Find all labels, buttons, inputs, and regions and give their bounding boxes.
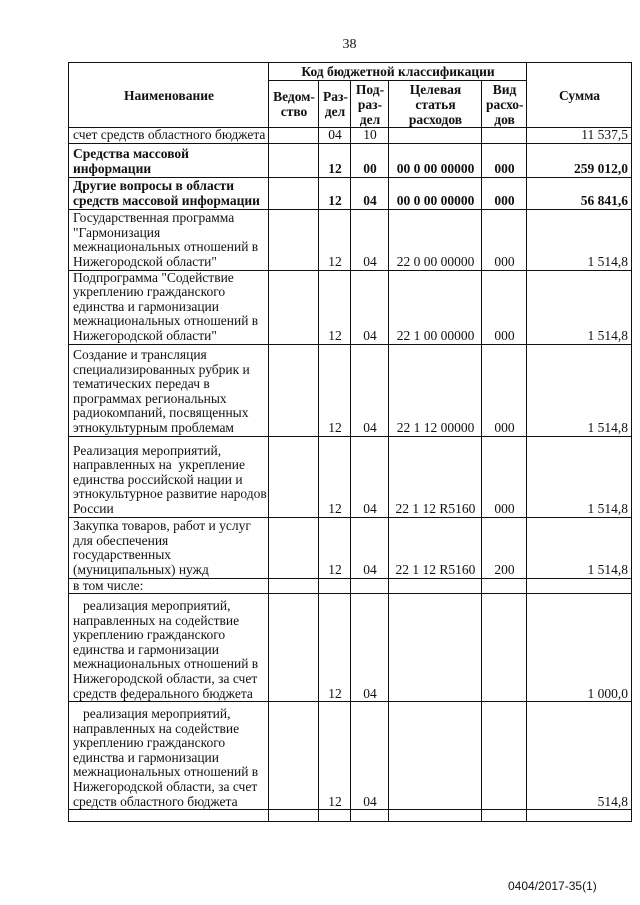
cell-amount: 1 514,8: [527, 270, 632, 344]
cell-amount: 11 537,5: [527, 128, 632, 144]
cell-subsection: 04: [351, 270, 389, 344]
cell-department: [269, 143, 319, 177]
cell-name: Подпрограмма "Содействие укреплению гражданского единства и гармонизации межнациональных отношений в Нижегородской области": [69, 270, 269, 344]
cell-expense-type: 200: [482, 517, 527, 578]
cell-section: 12: [319, 209, 351, 270]
cell-name: Средства массовой информации: [69, 143, 269, 177]
header-amount: Сумма: [527, 63, 632, 128]
cell-subsection: [351, 810, 389, 822]
cell-subsection: 04: [351, 702, 389, 810]
table-row: [69, 177, 632, 209]
cell-subsection: 04: [351, 209, 389, 270]
table-header: [69, 63, 632, 128]
cell-section: 12: [319, 177, 351, 209]
header-name: Наименование: [69, 63, 269, 128]
cell-name: Другие вопросы в области средств массовой информации: [69, 177, 269, 209]
cell-name: Реализация мероприятий, направленных на укрепление единства российской нации и этнокультурное развитие народов России: [69, 436, 269, 517]
cell-subsection: 04: [351, 594, 389, 702]
header-department: Ведом- ство: [269, 81, 319, 128]
table-row: [69, 209, 632, 270]
header-row-top: [69, 63, 632, 81]
cell-section: [319, 578, 351, 594]
table-row: [69, 594, 632, 702]
cell-department: [269, 270, 319, 344]
cell-amount: 1 000,0: [527, 594, 632, 702]
table-row: [69, 517, 632, 578]
cell-name: Закупка товаров, работ и услуг для обеспечения государственных (муниципальных) нужд: [69, 517, 269, 578]
cell-target: [389, 128, 482, 144]
cell-name: реализация мероприятий, направленных на содействие укреплению гражданского единства и гармонизации межнациональных отношений в Нижегородской области, за счет средств областного бюджета: [69, 702, 269, 810]
cell-expense-type: 000: [482, 270, 527, 344]
cell-subsection: 04: [351, 177, 389, 209]
cell-amount: [527, 578, 632, 594]
cell-section: 12: [319, 594, 351, 702]
cell-department: [269, 436, 319, 517]
cell-expense-type: 000: [482, 177, 527, 209]
cell-section: 12: [319, 344, 351, 436]
table-row: [69, 578, 632, 594]
cell-expense-type: 000: [482, 436, 527, 517]
cell-amount: 1 514,8: [527, 517, 632, 578]
cell-section: 12: [319, 702, 351, 810]
cell-amount: 514,8: [527, 702, 632, 810]
cell-amount: 259 012,0: [527, 143, 632, 177]
header-section: Раз- дел: [319, 81, 351, 128]
cell-department: [269, 578, 319, 594]
cell-expense-type: [482, 810, 527, 822]
table-row-empty: [69, 810, 632, 822]
cell-subsection: 10: [351, 128, 389, 144]
cell-section: 04: [319, 128, 351, 144]
table-row: [69, 344, 632, 436]
header-expense-type: Вид расхо- дов: [482, 81, 527, 128]
cell-expense-type: 000: [482, 143, 527, 177]
cell-name: в том числе:: [69, 578, 269, 594]
header-target: Целевая статья расходов: [389, 81, 482, 128]
cell-section: 12: [319, 517, 351, 578]
cell-section: 12: [319, 436, 351, 517]
document-code: 0404/2017-35(1): [508, 879, 597, 893]
cell-target: [389, 810, 482, 822]
cell-name: счет средств областного бюджета: [69, 128, 269, 144]
cell-target: 22 0 00 00000: [389, 209, 482, 270]
table-row: [69, 270, 632, 344]
cell-section: 12: [319, 270, 351, 344]
cell-department: [269, 128, 319, 144]
cell-subsection: 04: [351, 517, 389, 578]
cell-amount: 56 841,6: [527, 177, 632, 209]
cell-target: [389, 578, 482, 594]
cell-target: 22 1 12 R5160: [389, 436, 482, 517]
cell-subsection: [351, 578, 389, 594]
table-row: [69, 128, 632, 144]
cell-name: реализация мероприятий, направленных на содействие укреплению гражданского единства и гармонизации межнациональных отношений в Нижегородской области, за счет средств федерального бюджета: [69, 594, 269, 702]
cell-target: [389, 594, 482, 702]
cell-amount: 1 514,8: [527, 344, 632, 436]
cell-target: 00 0 00 00000: [389, 143, 482, 177]
cell-name: Создание и трансляция специализированных рубрик и тематических передач в программах региональных радиокомпаний, посвященных этнокультурным проблемам: [69, 344, 269, 436]
cell-department: [269, 177, 319, 209]
table-body: [69, 128, 632, 822]
cell-target: [389, 702, 482, 810]
header-subsection: Под- раз- дел: [351, 81, 389, 128]
page-number: 38: [342, 37, 357, 52]
cell-amount: 1 514,8: [527, 436, 632, 517]
cell-expense-type: 000: [482, 344, 527, 436]
cell-name: Государственная программа "Гармонизация межнациональных отношений в Нижегородской области": [69, 209, 269, 270]
cell-department: [269, 594, 319, 702]
cell-expense-type: [482, 128, 527, 144]
cell-department: [269, 209, 319, 270]
cell-department: [269, 517, 319, 578]
cell-expense-type: [482, 578, 527, 594]
cell-department: [269, 344, 319, 436]
cell-section: [319, 810, 351, 822]
cell-name: [69, 810, 269, 822]
budget-classification-table: [68, 62, 632, 822]
cell-subsection: 00: [351, 143, 389, 177]
table-row: [69, 702, 632, 810]
table-row: [69, 436, 632, 517]
cell-section: 12: [319, 143, 351, 177]
cell-subsection: 04: [351, 436, 389, 517]
cell-target: 22 1 12 00000: [389, 344, 482, 436]
cell-department: [269, 810, 319, 822]
cell-target: 22 1 12 R5160: [389, 517, 482, 578]
cell-expense-type: [482, 702, 527, 810]
cell-expense-type: [482, 594, 527, 702]
table-row: [69, 143, 632, 177]
cell-expense-type: 000: [482, 209, 527, 270]
cell-target: 22 1 00 00000: [389, 270, 482, 344]
cell-target: 00 0 00 00000: [389, 177, 482, 209]
cell-amount: [527, 810, 632, 822]
cell-subsection: 04: [351, 344, 389, 436]
cell-department: [269, 702, 319, 810]
cell-amount: 1 514,8: [527, 209, 632, 270]
header-code-group: Код бюджетной классификации: [269, 63, 527, 81]
